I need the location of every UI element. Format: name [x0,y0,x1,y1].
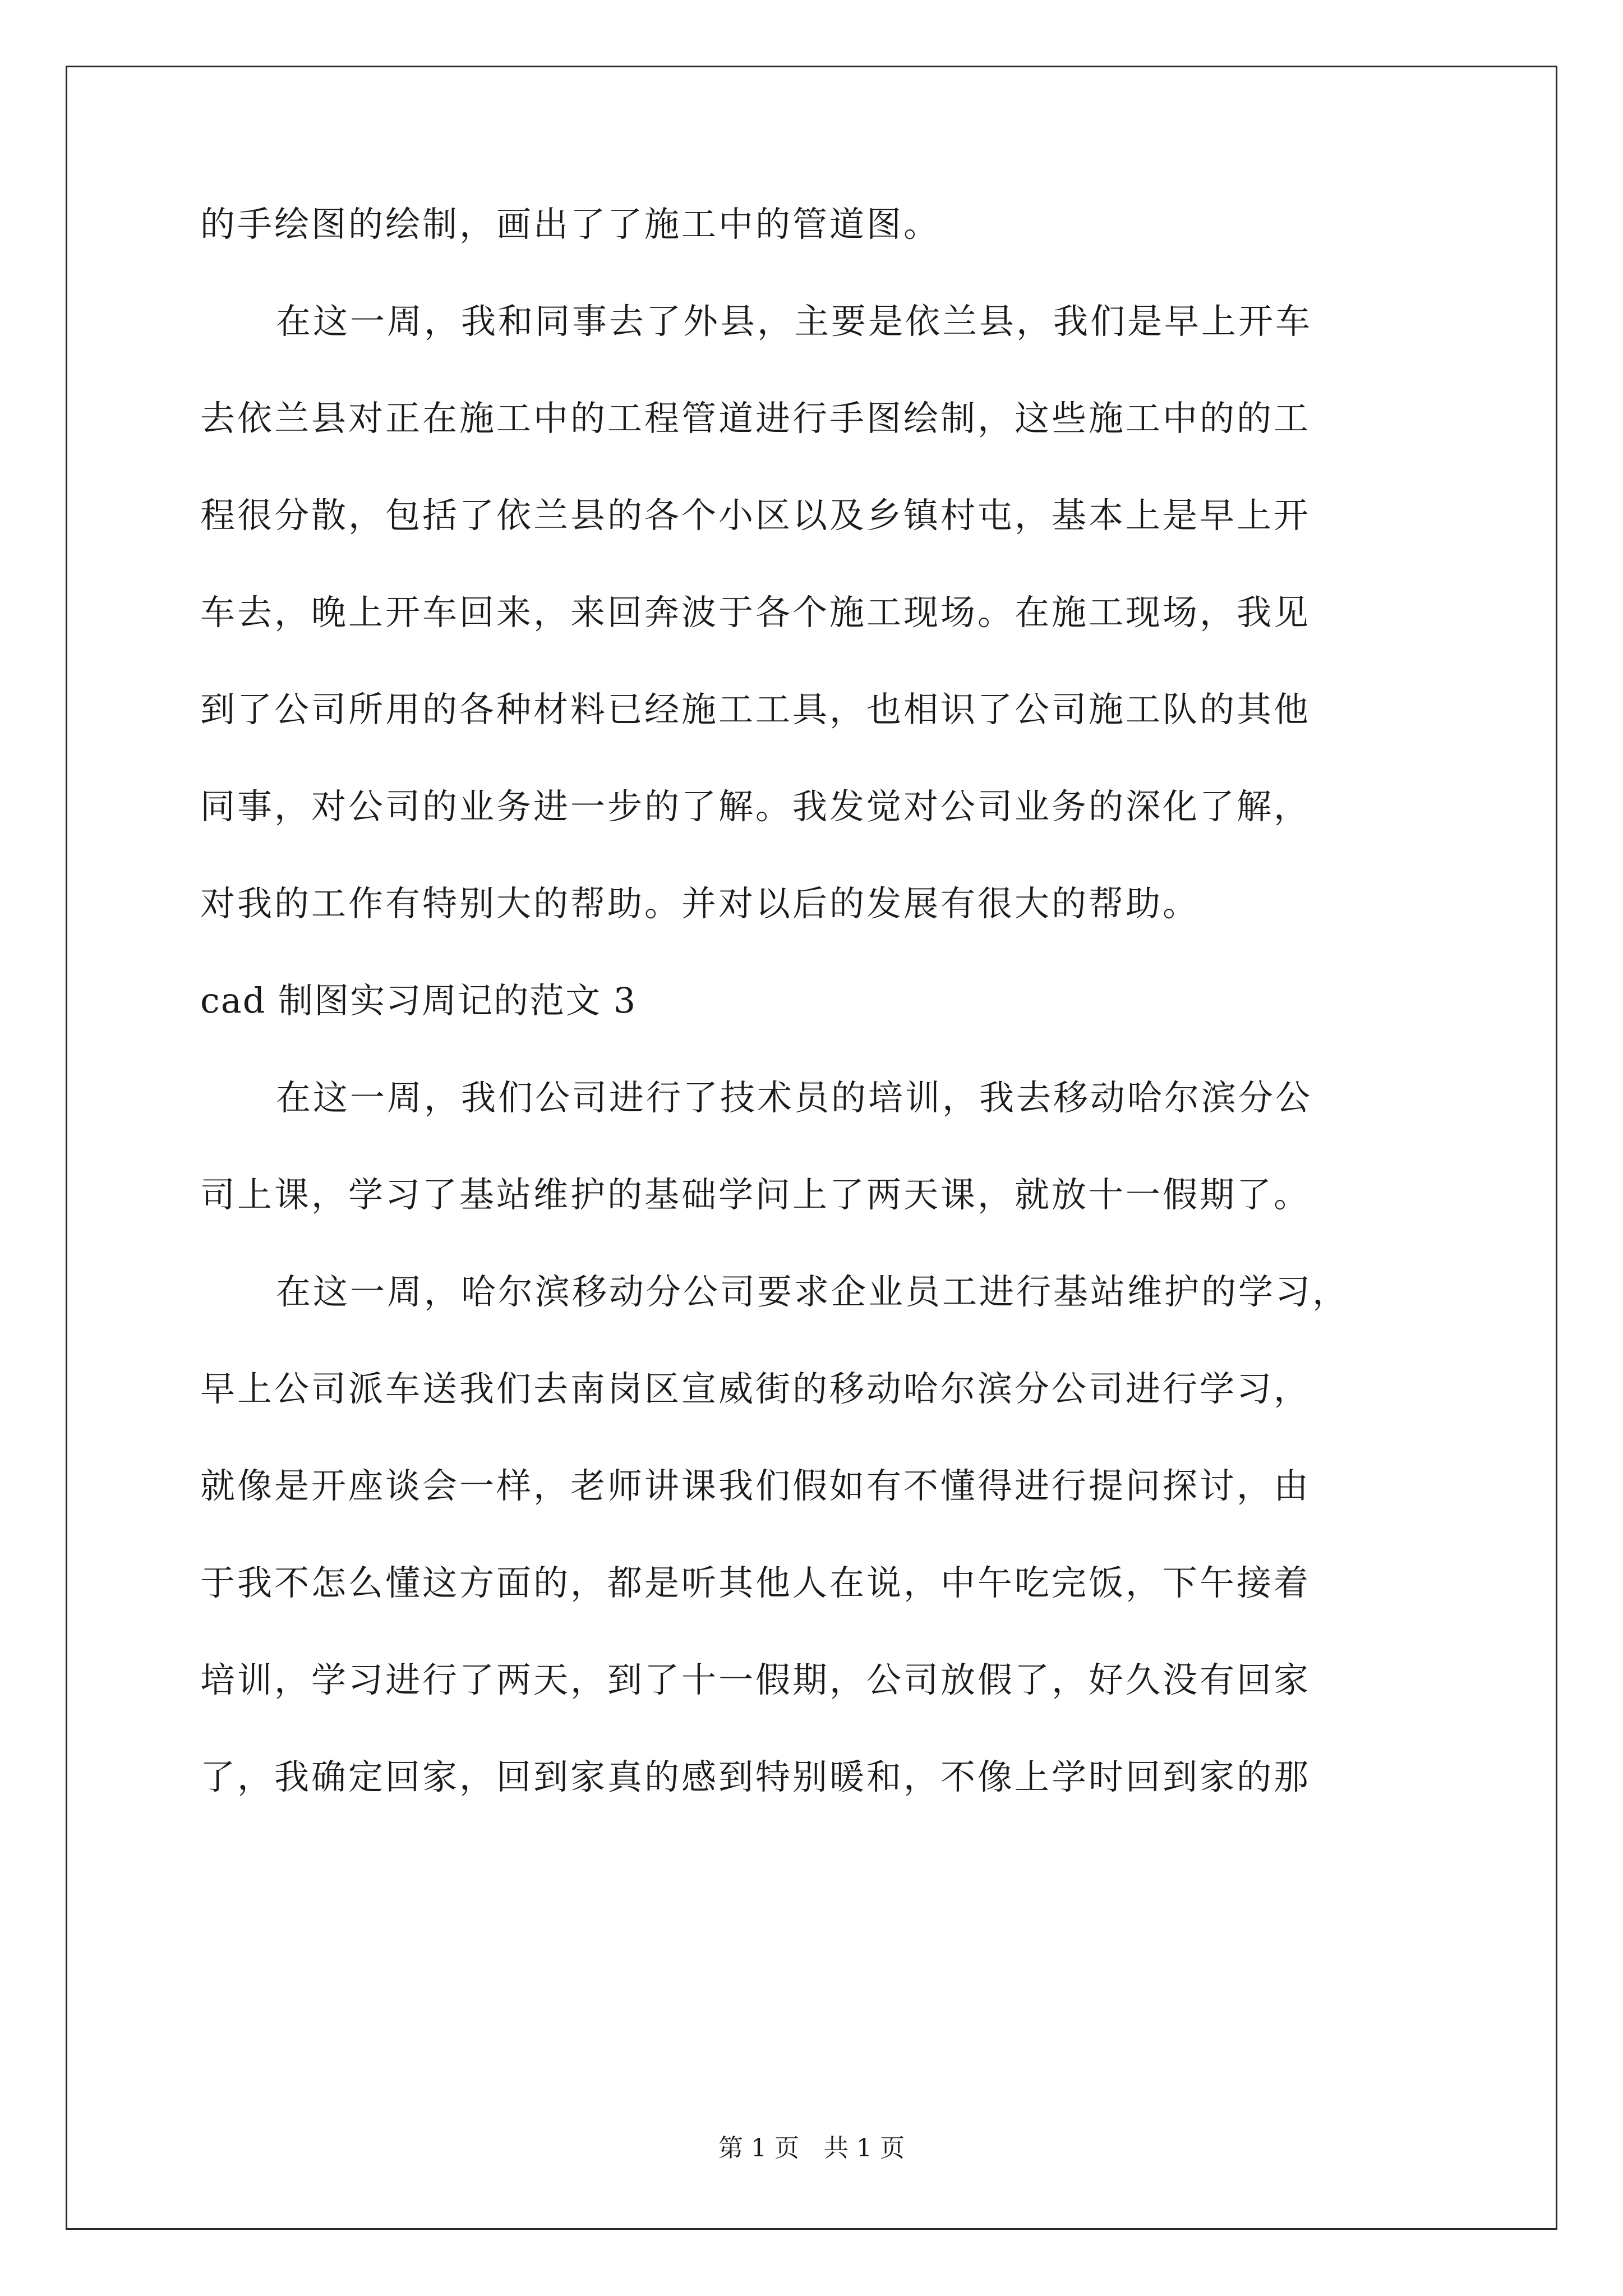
text-line: 司上课，学习了基站维护的基础学问上了两天课，就放十一假期了。 [200,1174,1311,1215]
document-body [200,202,1434,1852]
text-line: 对我的工作有特别大的帮助。并对以后的发展有很大的帮助。 [200,883,1200,924]
text-line: 就像是开座谈会一样，老师讲课我们假如有不懂得进行提问探讨，由 [200,1465,1311,1506]
text-line: 程很分散，包括了依兰县的各个小区以及乡镇村屯，基本上是早上开 [200,495,1311,536]
text-line: 到了公司所用的各种材料已经施工工具，也相识了公司施工队的其他 [200,689,1311,730]
text-line: 于我不怎么懂这方面的，都是听其他人在说，中午吃完饭，下午接着 [200,1562,1311,1603]
text-line: 早上公司派车送我们去南岗区宣威街的移动哈尔滨分公司进行学习， [200,1368,1311,1409]
paragraph-start-line: 在这一周，哈尔滨移动分公司要求企业员工进行基站维护的学习， [276,1271,1350,1312]
text-line: 了，我确定回家，回到家真的感到特别暖和，不像上学时回到家的那 [200,1756,1311,1797]
paragraph-start-line: 在这一周，我们公司进行了技术员的培训，我去移动哈尔滨分公 [276,1077,1313,1118]
text-line: 同事，对公司的业务进一步的了解。我发觉对公司业务的深化了解， [200,786,1311,827]
text-line: 车去，晚上开车回来，来回奔波于各个施工现场。在施工现场，我见 [200,592,1311,633]
text-line: 去依兰县对正在施工中的工程管道进行手图绘制，这些施工中的的工 [200,398,1311,439]
page-number-footer: 第 1 页 共 1 页 [718,2134,905,2162]
paragraph-start-line: 在这一周，我和同事去了外县，主要是依兰县，我们是早上开车 [276,301,1313,342]
text-line: 培训，学习进行了两天，到了十一假期，公司放假了，好久没有回家 [200,1659,1311,1700]
section-heading: cad 制图实习周记的范文 3 [200,980,637,1021]
text-line: 的手绘图的绘制，画出了了施工中的管道图。 [200,204,941,245]
